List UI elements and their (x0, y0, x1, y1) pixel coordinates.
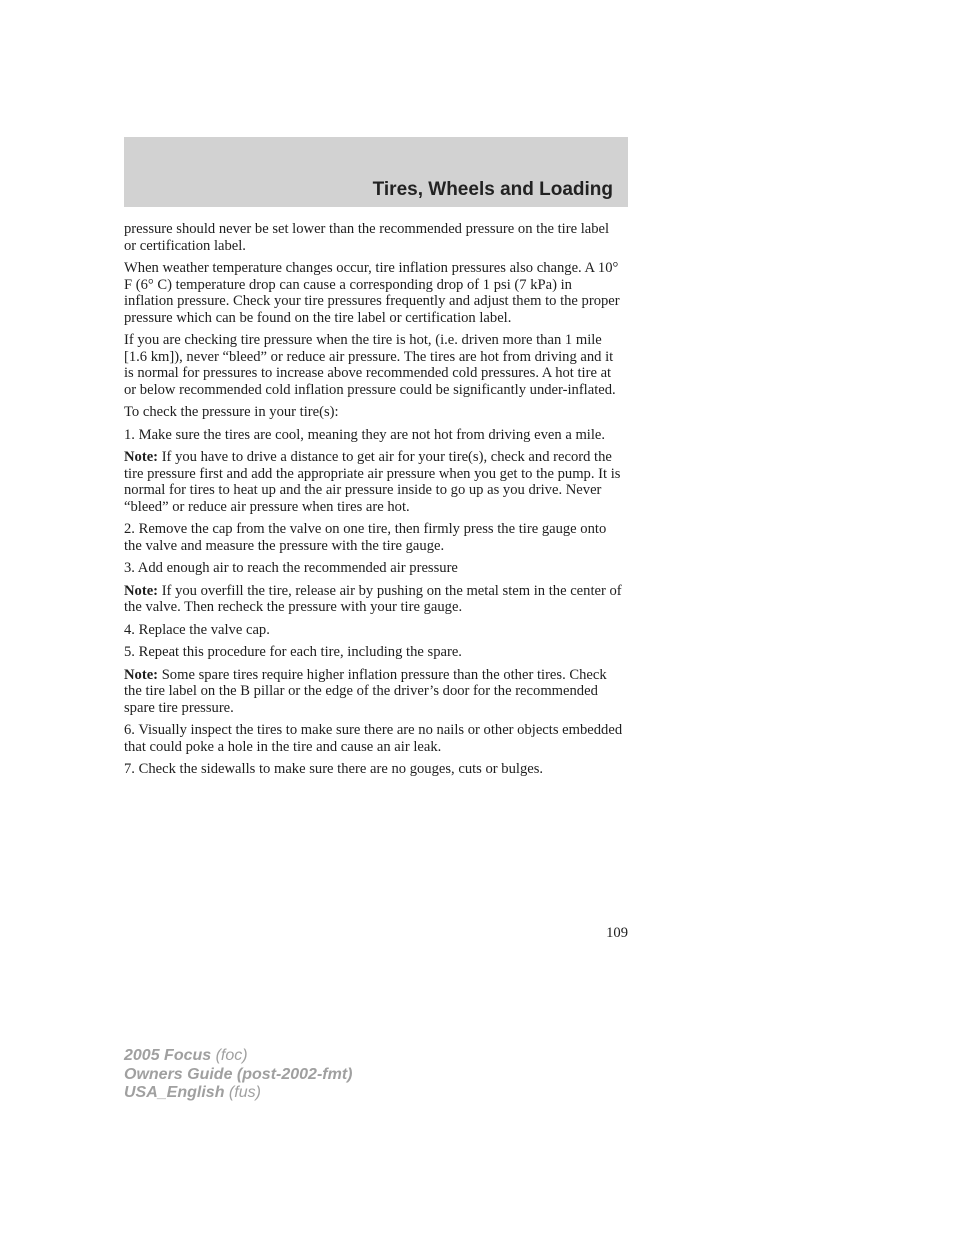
section-header-band (124, 137, 628, 207)
paragraph-text: 4. Replace the valve cap. (124, 621, 270, 638)
paragraph-text: 3. Add enough air to reach the recommended air pressure (124, 560, 458, 576)
step-item (124, 622, 624, 639)
footer-guide-name: Owners Guide (post-2002-fmt) (124, 1065, 353, 1083)
paragraph-text: 2. Remove the cap from the valve on one tire, then firmly press the tire gauge onto the valve and measure the pressure with the tire gauge. (124, 521, 607, 554)
paragraph (124, 260, 624, 326)
paragraph (124, 404, 624, 421)
step-item (124, 644, 624, 661)
footer-line-model (124, 1047, 352, 1066)
paragraph (124, 332, 624, 398)
footer-line-guide (124, 1066, 352, 1085)
section-title: Tires, Wheels and Loading (372, 179, 613, 200)
footer-model-code: (foc) (211, 1047, 248, 1064)
paragraph-text: Some spare tires require higher inflation pressure than the other tires. Check the tire label on the B pillar or the edge of the driver’s door for the recommended spare tire pressure. (124, 666, 607, 716)
paragraph-text: When weather temperature changes occur, tire inflation pressures also change. A 10° F (6° C) temperature drop can cause a corresponding drop of 1 psi (7 kPa) in inflation pressure. Check your tire pressures frequently and adjust them to the proper pressure which can be found on the tire label or certification label. (124, 260, 620, 326)
paragraph-text: To check the pressure in your tire(s): (124, 404, 339, 420)
note-label: Note: (124, 449, 159, 465)
paragraph-text: 5. Repeat this procedure for each tire, including the spare. (124, 644, 462, 660)
note-label: Note: (124, 582, 159, 599)
paragraph-text: If you are checking tire pressure when the tire is hot, (i.e. driven more than 1 mile [1.6 km]), never “bleed” or reduce air pressure. The tires are hot from driving and it is normal for pressures to increase above recommended cold pressures. A hot tire at or below recommended cold inflation pressure could be significantly under-inflated. (124, 332, 616, 398)
paragraph-text: 6. Visually inspect the tires to make sure there are no nails or other objects embedded that could poke a hole in the tire and cause an air leak. (124, 722, 623, 755)
footer-language-code: (fus) (224, 1084, 261, 1101)
paragraph-text: 7. Check the sidewalls to make sure there are no gouges, cuts or bulges. (124, 761, 544, 777)
paragraph-text: If you overfill the tire, release air by pushing on the metal stem in the center of the valve. Then recheck the pressure with your tire gauge. (124, 582, 622, 615)
footer-language-name: USA_English (124, 1084, 225, 1101)
note-paragraph (124, 583, 624, 616)
page-number: 109 (606, 925, 628, 941)
footer-line-language (124, 1084, 352, 1103)
note-paragraph (124, 667, 624, 717)
step-item (124, 560, 624, 577)
paragraph-text: pressure should never be set lower than the recommended pressure on the tire label or certification label. (124, 221, 610, 254)
step-item (124, 427, 624, 444)
note-paragraph (124, 449, 624, 515)
step-item (124, 521, 624, 554)
paragraph-text: If you have to drive a distance to get air for your tire(s), check and record the tire pressure first and add the appropriate air pressure when you get to the pump. It is normal for tires to heat up and the air pressure inside to go up as you drive. Never “bleed” or reduce air pressure when tires are hot. (124, 449, 621, 515)
paragraph-text: 1. Make sure the tires are cool, meaning they are not hot from driving even a mile. (124, 426, 606, 443)
paragraph (124, 221, 624, 254)
step-item (124, 722, 624, 755)
note-label: Note: (124, 666, 159, 683)
footer-model-name: 2005 Focus (124, 1047, 212, 1064)
body-content (124, 221, 624, 784)
step-item (124, 761, 624, 778)
document-footer (124, 1047, 352, 1103)
